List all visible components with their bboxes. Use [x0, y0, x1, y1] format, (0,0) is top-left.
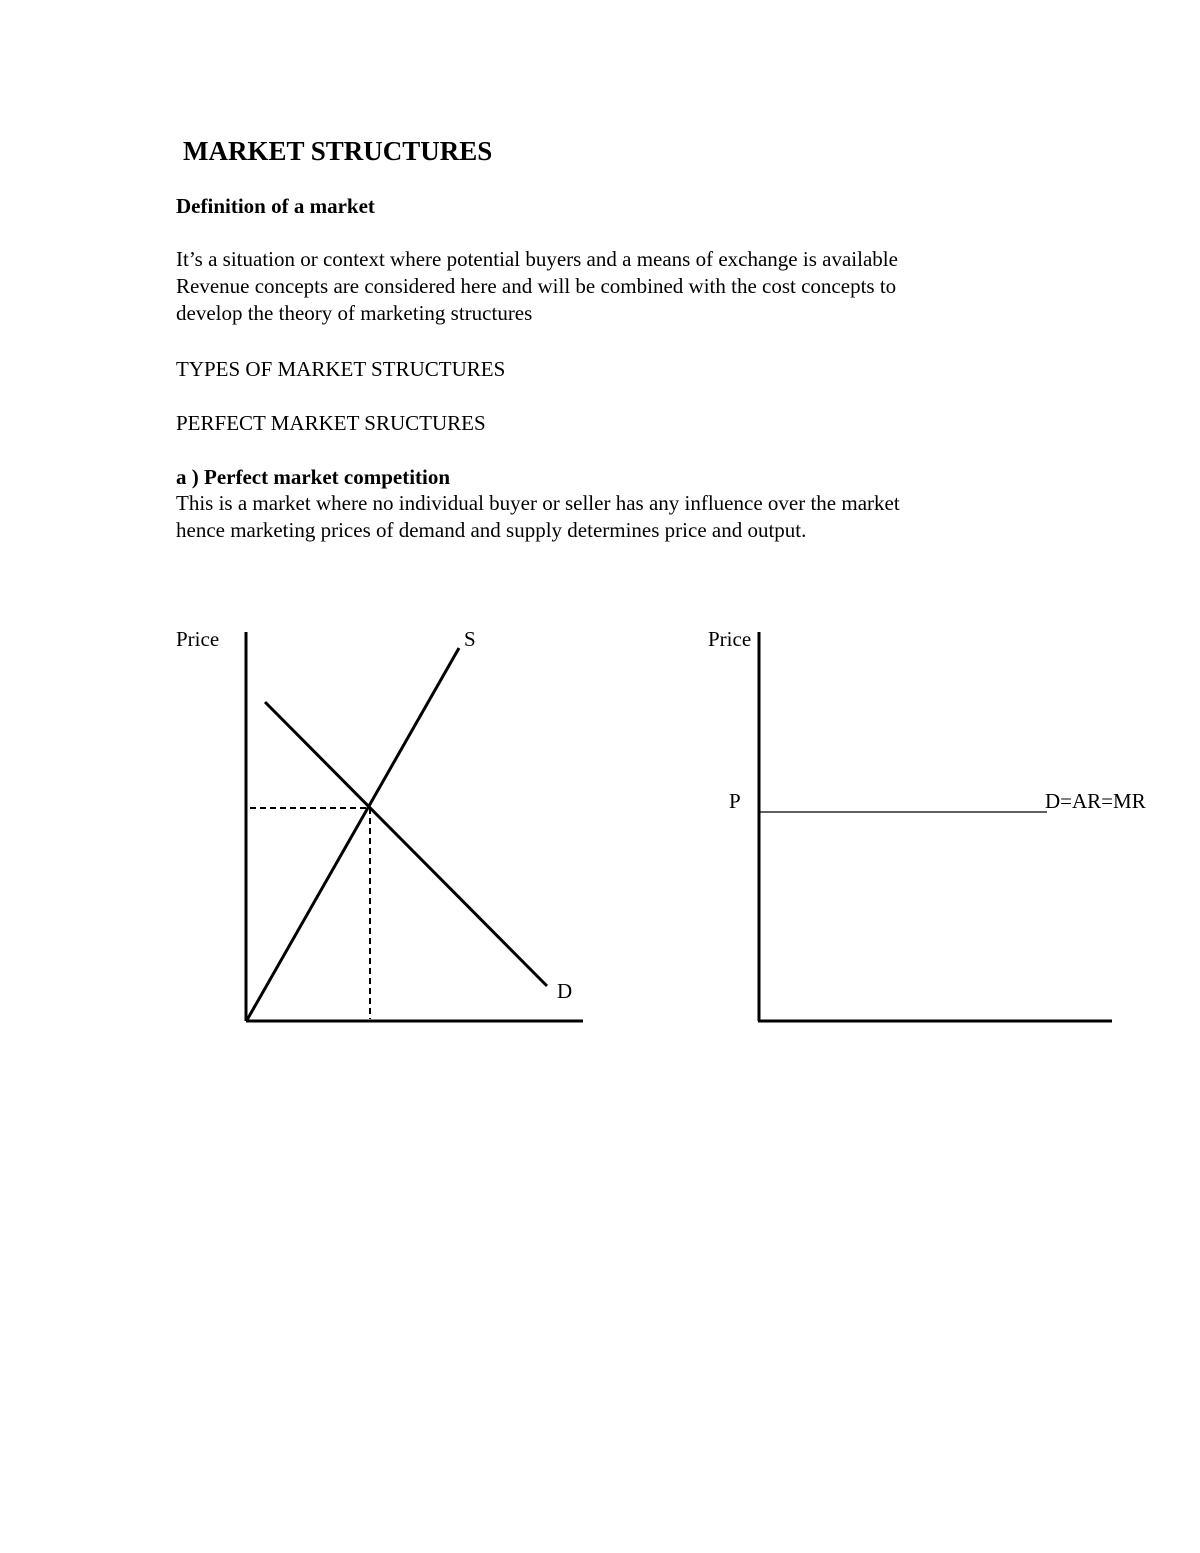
supply-curve [247, 648, 459, 1020]
types-heading: TYPES OF MARKET STRUCTURES [176, 357, 506, 381]
subsection-heading: a ) Perfect market competition [176, 465, 451, 489]
definition-line: Revenue concepts are considered here and will be combined with the cost concepts to [176, 274, 897, 298]
definition-line: develop the theory of marketing structures [176, 301, 533, 325]
left-diagram [176, 627, 583, 1021]
supply-label: S [464, 627, 476, 651]
demand-label: D [557, 979, 573, 1003]
definition-heading: Definition of a market [176, 194, 375, 218]
subsection-line: hence marketing prices of demand and supply determines price and output. [176, 518, 807, 542]
right-y-axis-label: Price [708, 627, 752, 651]
perfect-heading: PERFECT MARKET SRUCTURES [176, 411, 486, 435]
price-level-label: P [729, 789, 741, 813]
demand-curve [265, 702, 547, 986]
left-y-axis-label: Price [176, 627, 220, 651]
d-ar-mr-label: D=AR=MR [1045, 789, 1146, 813]
page-title: MARKET STRUCTURES [183, 136, 493, 166]
definition-line: It’s a situation or context where potential buyers and a means of exchange is available [176, 247, 898, 271]
subsection-line: This is a market where no individual buyer or seller has any influence over the market [176, 491, 900, 515]
right-diagram [708, 627, 1146, 1021]
